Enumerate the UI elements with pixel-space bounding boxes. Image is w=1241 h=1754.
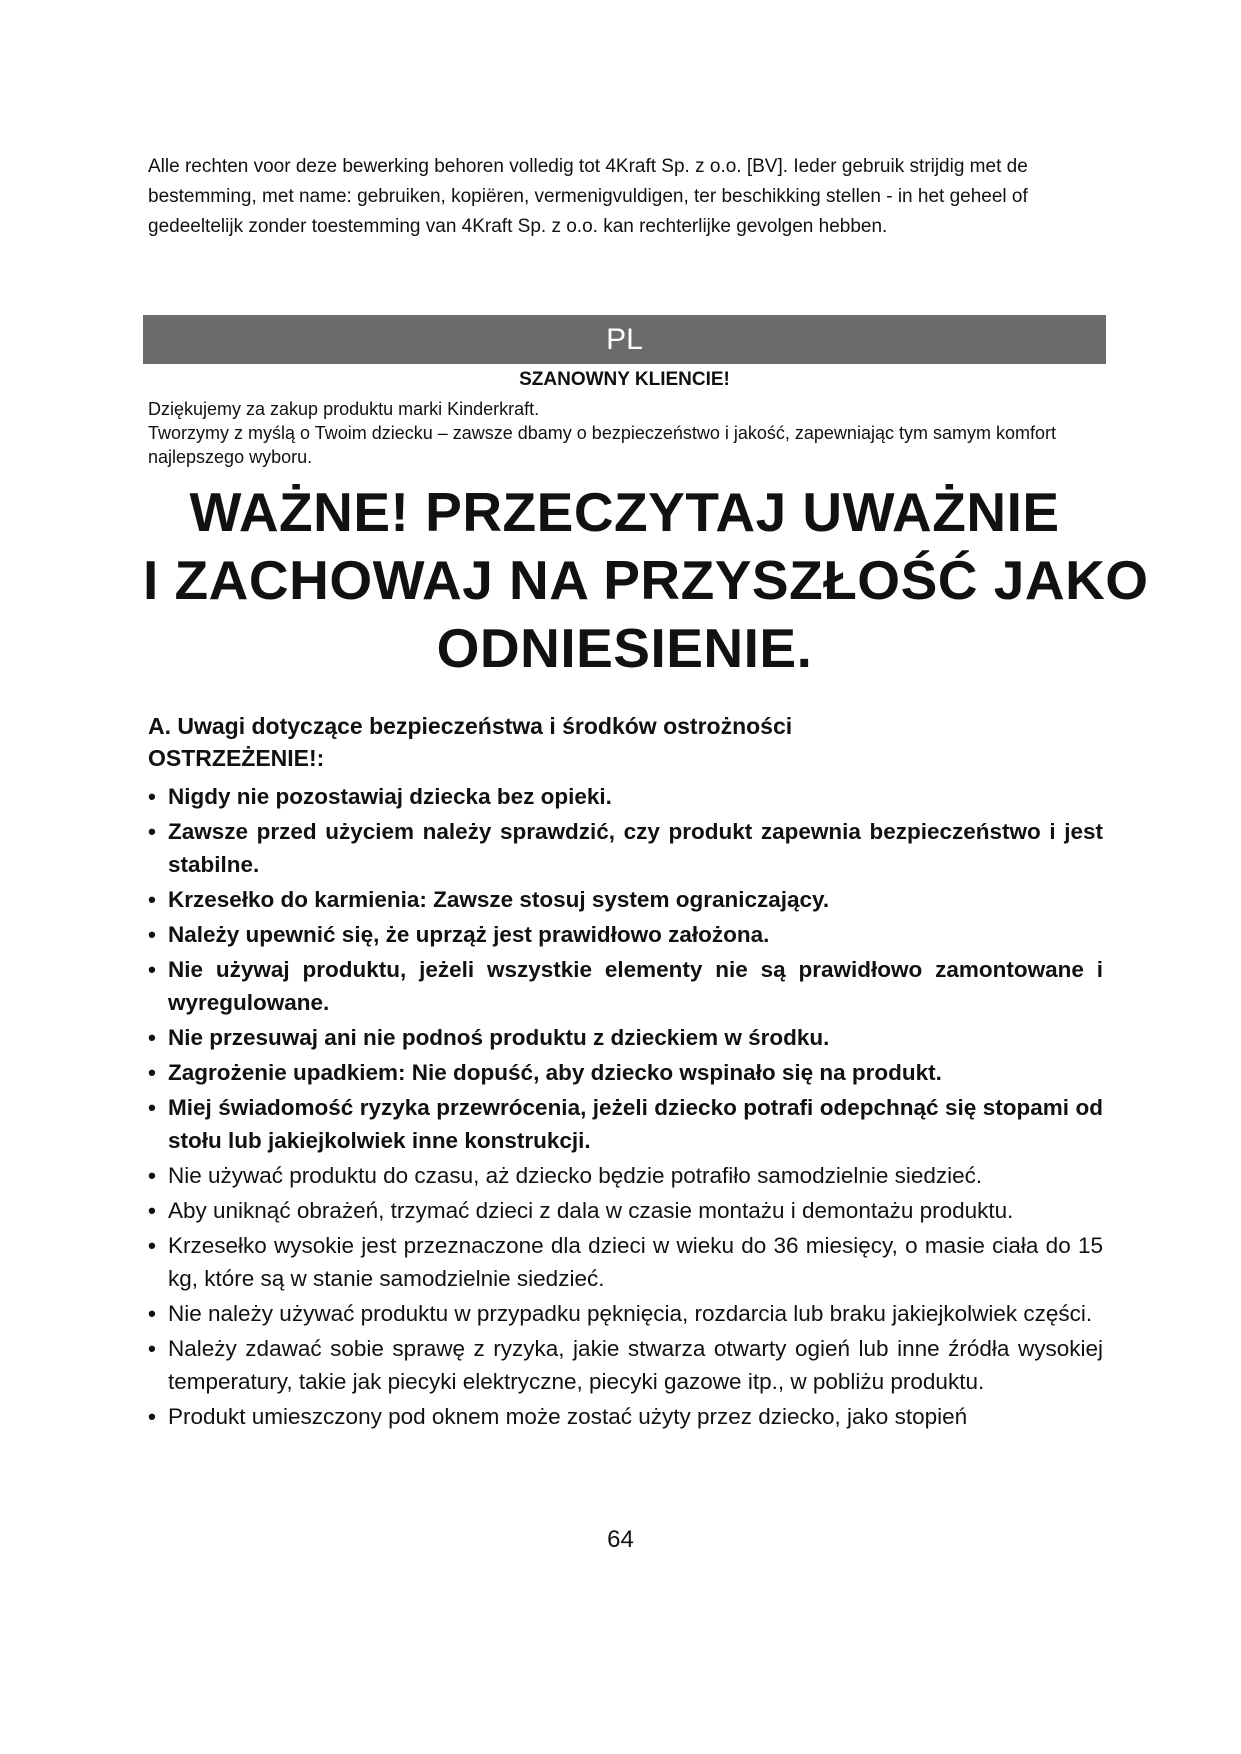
language-section-bar: PL: [143, 315, 1106, 364]
bullet-icon: •: [148, 1025, 156, 1050]
bullet-icon: •: [148, 1301, 156, 1326]
list-item: • Nie używaj produktu, jeżeli wszystkie elementy nie są prawidłowo zamontowane i wyregulowane.: [148, 953, 1103, 1019]
list-item: • Należy zdawać sobie sprawę z ryzyka, jakie stwarza otwarty ogień lub inne źródła wysokiej temperatury, takie jak piecyki elektryczne, piecyki gazowe itp., w pobliżu produktu.: [148, 1332, 1103, 1398]
section-title: A. Uwagi dotyczące bezpieczeństwa i środków ostrożności: [148, 713, 793, 739]
bullet-icon: •: [148, 1404, 156, 1429]
bullet-icon: •: [148, 1095, 156, 1120]
bullet-icon: •: [148, 1336, 156, 1361]
bullet-icon: •: [148, 887, 156, 912]
bullet-icon: •: [148, 922, 156, 947]
list-item: • Krzesełko do karmienia: Zawsze stosuj system ograniczający.: [148, 883, 1103, 916]
bullet-icon: •: [148, 1060, 156, 1085]
list-item: • Zagrożenie upadkiem: Nie dopuść, aby dziecko wspinało się na produkt.: [148, 1056, 1103, 1089]
list-item: • Krzesełko wysokie jest przeznaczone dla dzieci w wieku do 36 miesięcy, o masie ciała do 15 kg, które są w stanie samodzielnie siedzieć.: [148, 1229, 1103, 1295]
list-item: • Nigdy nie pozostawiaj dziecka bez opieki.: [148, 780, 1103, 813]
intro-line-mission: Tworzymy z myślą o Twoim dziecku – zawsze dbamy o bezpieczeństwo i jakość, zapewniając tym samym komfort najlepszego wyboru.: [148, 423, 1056, 467]
copyright-notice: Alle rechten voor deze bewerking behoren volledig tot 4Kraft Sp. z o.o. [BV]. Ieder gebruik strijdig met de bestemming, met name: gebruiken, kopiëren, vermenigvuldigen, ter beschikking stellen - in het geheel of gedeeltelijk zonder toestemming van 4Kraft Sp. z o.o. kan rechterlijke gevolgen hebben.: [148, 156, 1028, 237]
safety-section-heading: [148, 710, 1098, 774]
intro-line-thanks: Dziękujemy za zakup produktu marki Kinderkraft.: [148, 399, 540, 419]
list-item: • Nie należy używać produktu w przypadku pęknięcia, rozdarcia lub braku jakiejkolwiek części.: [148, 1297, 1103, 1330]
list-item: • Miej świadomość ryzyka przewrócenia, jeżeli dziecko potrafi odepchnąć się stopami od stołu lub jakiejkolwiek inne konstrukcji.: [148, 1091, 1103, 1157]
bullet-icon: •: [148, 819, 156, 844]
headline-line-1: WAŻNE! PRZECZYTAJ UWAŻNIE: [189, 481, 1060, 543]
greeting-title: SZANOWNY KLIENCIE!: [519, 369, 730, 390]
warnings-list: [148, 780, 1103, 1435]
list-item: • Zawsze przed użyciem należy sprawdzić, czy produkt zapewnia bezpieczeństwo i jest stabilne.: [148, 815, 1103, 881]
list-item: • Nie używać produktu do czasu, aż dziecko będzie potrafiło samodzielnie siedzieć.: [148, 1159, 1103, 1192]
bullet-icon: •: [148, 1233, 156, 1258]
list-item: • Aby uniknąć obrażeń, trzymać dzieci z dala w czasie montażu i demontażu produktu.: [148, 1194, 1103, 1227]
bullet-icon: •: [148, 784, 156, 809]
bullet-icon: •: [148, 957, 156, 982]
list-item: • Produkt umieszczony pod oknem może zostać użyty przez dziecko, jako stopień: [148, 1400, 1103, 1433]
list-item: • Nie przesuwaj ani nie podnoś produktu z dzieckiem w środku.: [148, 1021, 1103, 1054]
page-number: 64: [607, 1526, 634, 1553]
bullet-icon: •: [148, 1198, 156, 1223]
bullet-icon: •: [148, 1163, 156, 1188]
headline-line-3: ODNIESIENIE.: [436, 617, 813, 679]
headline-line-2: I ZACHOWAJ NA PRZYSZŁOŚĆ JAKO: [143, 549, 1149, 611]
warning-label: OSTRZEŻENIE!:: [148, 745, 325, 771]
list-item: • Należy upewnić się, że uprząż jest prawidłowo założona.: [148, 918, 1103, 951]
intro-text: [148, 397, 1098, 469]
important-headline: [143, 478, 1149, 682]
